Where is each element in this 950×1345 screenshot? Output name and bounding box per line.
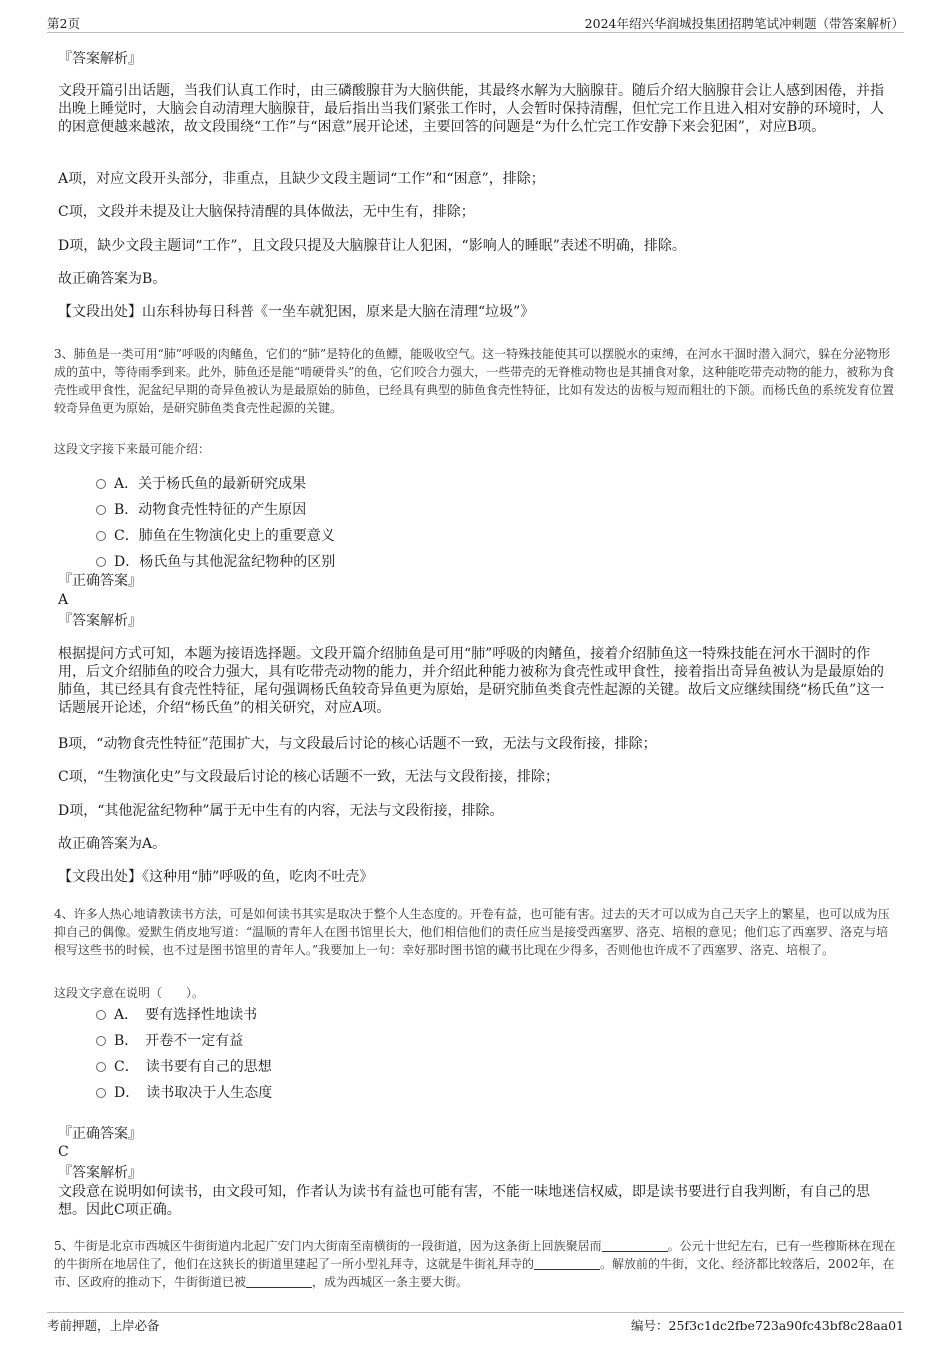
q3-conclusion: 故正确答案为A。 (58, 836, 167, 852)
q5-stem-part1: 5、牛街是北京市西城区牛街街道内北起广安门内大街南至南横街的一段街道，因为这条街上回族聚居而 (54, 1239, 602, 1253)
page-number: 第2页 (47, 16, 80, 31)
q3-prompt: 这段文字接下来最可能介绍： (54, 442, 211, 456)
q3-analysis-label: 『答案解析』 (58, 613, 142, 629)
option-label: B． 开卷不一定有益 (114, 1033, 244, 1049)
q2-option-a-note: A项，对应文段开头部分，非重点，且缺少文段主题词“工作”和“困意”，排除； (58, 171, 545, 187)
q3-answer-label: 『正确答案』 (58, 573, 142, 589)
q4-option-d[interactable] (96, 1083, 272, 1109)
q2-conclusion: 故正确答案为B。 (58, 271, 167, 287)
q2-analysis-label: 『答案解析』 (58, 51, 142, 67)
q3-option-c-note: C项，“生物演化史”与文段最后讨论的核心话题不一致，无法与文段衔接，排除； (58, 769, 560, 785)
q5-stem-part3: 。解放前的牛街，文化、经济都比较落后，2002年，在市、区政府的推动下，牛街街道已被 (54, 1257, 895, 1289)
option-label: D．杨氏鱼与其他泥盆纪物种的区别 (114, 554, 336, 570)
q4-answer-label: 『正确答案』 (58, 1126, 142, 1142)
radio-icon[interactable] (96, 479, 106, 489)
q4-analysis-label: 『答案解析』 (58, 1165, 142, 1181)
q3-option-c[interactable] (96, 526, 335, 552)
option-label: A．关于杨氏鱼的最新研究成果 (114, 476, 307, 492)
fill-blank-2 (534, 1257, 600, 1270)
radio-icon[interactable] (96, 1062, 106, 1072)
fill-blank-3 (246, 1275, 312, 1288)
q2-option-c-note: C项，文段并未提及让大脑保持清醒的具体做法，无中生有，排除； (58, 204, 475, 220)
q3-source: 【文段出处】《这种用“肺”呼吸的鱼，吃肉不吐壳》 (58, 869, 374, 885)
radio-icon[interactable] (96, 557, 106, 567)
code-value: 25f3c1dc2fbe723a90fc43bf8c28aa01 (668, 1318, 904, 1333)
q3-option-b[interactable] (96, 500, 335, 526)
q3-option-b-note: B项，“动物食壳性特征”范围扩大，与文段最后讨论的核心话题不一致，无法与文段衔接，排除； (58, 736, 657, 752)
q4-option-c[interactable] (96, 1057, 272, 1083)
option-label: C． 读书要有自己的思想 (114, 1059, 272, 1075)
q3-answer: A (58, 592, 69, 608)
q3-analysis: 根据提问方式可知，本题为接语选择题。文段开篇介绍肺鱼是可用“肺”呼吸的肉鳍鱼，接着介绍肺鱼这一特殊技能在河水干涸时的作用，后文介绍肺鱼的咬合力强大，具有吃带壳动物的能力，并介绍此种能力被称为食壳性或甲食性，接着指出奇异鱼被认为是最原始的肺鱼，其已经具有食壳性特征，尾句强调杨氏鱼较奇异鱼更为原始，是研究肺鱼类食壳性起源的关键。故后文应继续围绕“杨氏鱼”这一话题展开论述，介绍“杨氏鱼”的相关研究，对应A项。 (58, 646, 885, 716)
option-label: D． 读书取决于人生态度 (114, 1085, 273, 1101)
q4-option-a[interactable] (96, 1005, 272, 1031)
radio-icon[interactable] (96, 1036, 106, 1046)
q3-options (96, 474, 335, 578)
q5-stem-part2: 。公元十世纪左右，已有一些穆斯林在现在的牛街所在地居住了，他们在这狭长的街道里建起了一所小型礼拜寺，这就是牛街礼拜寺的 (54, 1239, 896, 1271)
page-footer (47, 1312, 904, 1337)
q4-answer: C (58, 1144, 69, 1160)
q3-option-d-note: D项，“其他泥盆纪物种”属于无中生有的内容，无法与文段衔接，排除。 (58, 803, 504, 819)
document-title: 2024年绍兴华润城投集团招聘笔试冲刺题（带答案解析） (584, 16, 904, 31)
q4-stem: 4、许多人热心地请教读书方法，可是如何读书其实是取决于整个人生态度的。开卷有益，也可能有害。过去的天才可以成为自己天字上的繁星，也可以成为压抑自己的偶像。爱默生俏皮地写道：“温顺的青年人在图书馆里长大，他们相信他们的责任应当是接受西塞罗、洛克、培根的意见；他们忘了西塞罗、洛克与培根写这些书的时候，也不过是图书馆里的青年人。”我要加上一句：幸好那时图书馆的藏书比现在少得多，否则他也许成不了西塞罗、洛克、培根了。 (54, 907, 890, 957)
q4-analysis: 文段意在说明如何读书，由文段可知，作者认为读书有益也可能有害，不能一味地迷信权威，即是读书要进行自我判断，有自己的思想。因此C项正确。 (58, 1184, 870, 1218)
q5-stem (54, 1237, 896, 1291)
q5-stem-part4: ，成为西城区一条主要大街。 (312, 1275, 469, 1289)
q2-analysis: 文段开篇引出话题，当我们认真工作时，由三磷酸腺苷为大脑供能，其最终水解为大脑腺苷。随后介绍大脑腺苷会让人感到困倦，并指出晚上睡觉时，大脑会自动清理大脑腺苷，最后指出当我们紧张工作时，人会暂时保持清醒，但忙完工作且进入相对安静的环境时，人的困意便越来越浓，故文段围绕“工作”与“困意”展开论述，主要回答的问题是“为什么忙完工作安静下来会犯困”，对应B项。 (58, 83, 884, 135)
q2-source: 【文段出处】山东科协每日科普《一坐车就犯困，原来是大脑在清理“垃圾”》 (58, 304, 535, 320)
code-label: 编号： (631, 1318, 669, 1333)
q4-options (96, 1005, 272, 1109)
q4-option-b[interactable] (96, 1031, 272, 1057)
footer-slogan: 考前押题，上岸必备 (47, 1318, 160, 1333)
option-label: B．动物食壳性特征的产生原因 (114, 502, 307, 518)
radio-icon[interactable] (96, 1088, 106, 1098)
document-code (631, 1316, 904, 1334)
radio-icon[interactable] (96, 505, 106, 515)
q3-stem: 3、肺鱼是一类可用“肺”呼吸的肉鳍鱼，它们的“肺”是特化的鱼鳔，能吸收空气。这一特殊技能使其可以摆脱水的束缚，在河水干涸时潜入洞穴，躲在分泌物形成的茧中，等待雨季到来。此外，肺鱼还是能“啃硬骨头”的鱼，它们咬合力强大，一些带壳的无脊椎动物也是其捕食对象，这种能吃带壳动物的能力，被称为食壳性或甲食性，泥盆纪早期的奇异鱼被认为是最原始的肺鱼，已经具有典型的肺鱼食壳性特征，比如有发达的齿板与短而粗壮的下颌。而杨氏鱼的系统发育位置较奇异鱼更为原始，是研究肺鱼类食壳性起源的关键。 (54, 347, 895, 415)
q3-option-a[interactable] (96, 474, 335, 500)
fill-blank-1 (602, 1239, 668, 1252)
q2-option-d-note: D项，缺少文段主题词“工作”，且文段只提及大脑腺苷让人犯困，“影响人的睡眠”表述不明确，排除。 (58, 238, 686, 254)
option-label: C．肺鱼在生物演化史上的重要意义 (114, 528, 335, 544)
radio-icon[interactable] (96, 1010, 106, 1020)
option-label: A． 要有选择性地读书 (114, 1007, 258, 1023)
page-header (47, 12, 904, 33)
q4-prompt: 这段文字意在说明（ ）。 (54, 986, 205, 1000)
radio-icon[interactable] (96, 531, 106, 541)
